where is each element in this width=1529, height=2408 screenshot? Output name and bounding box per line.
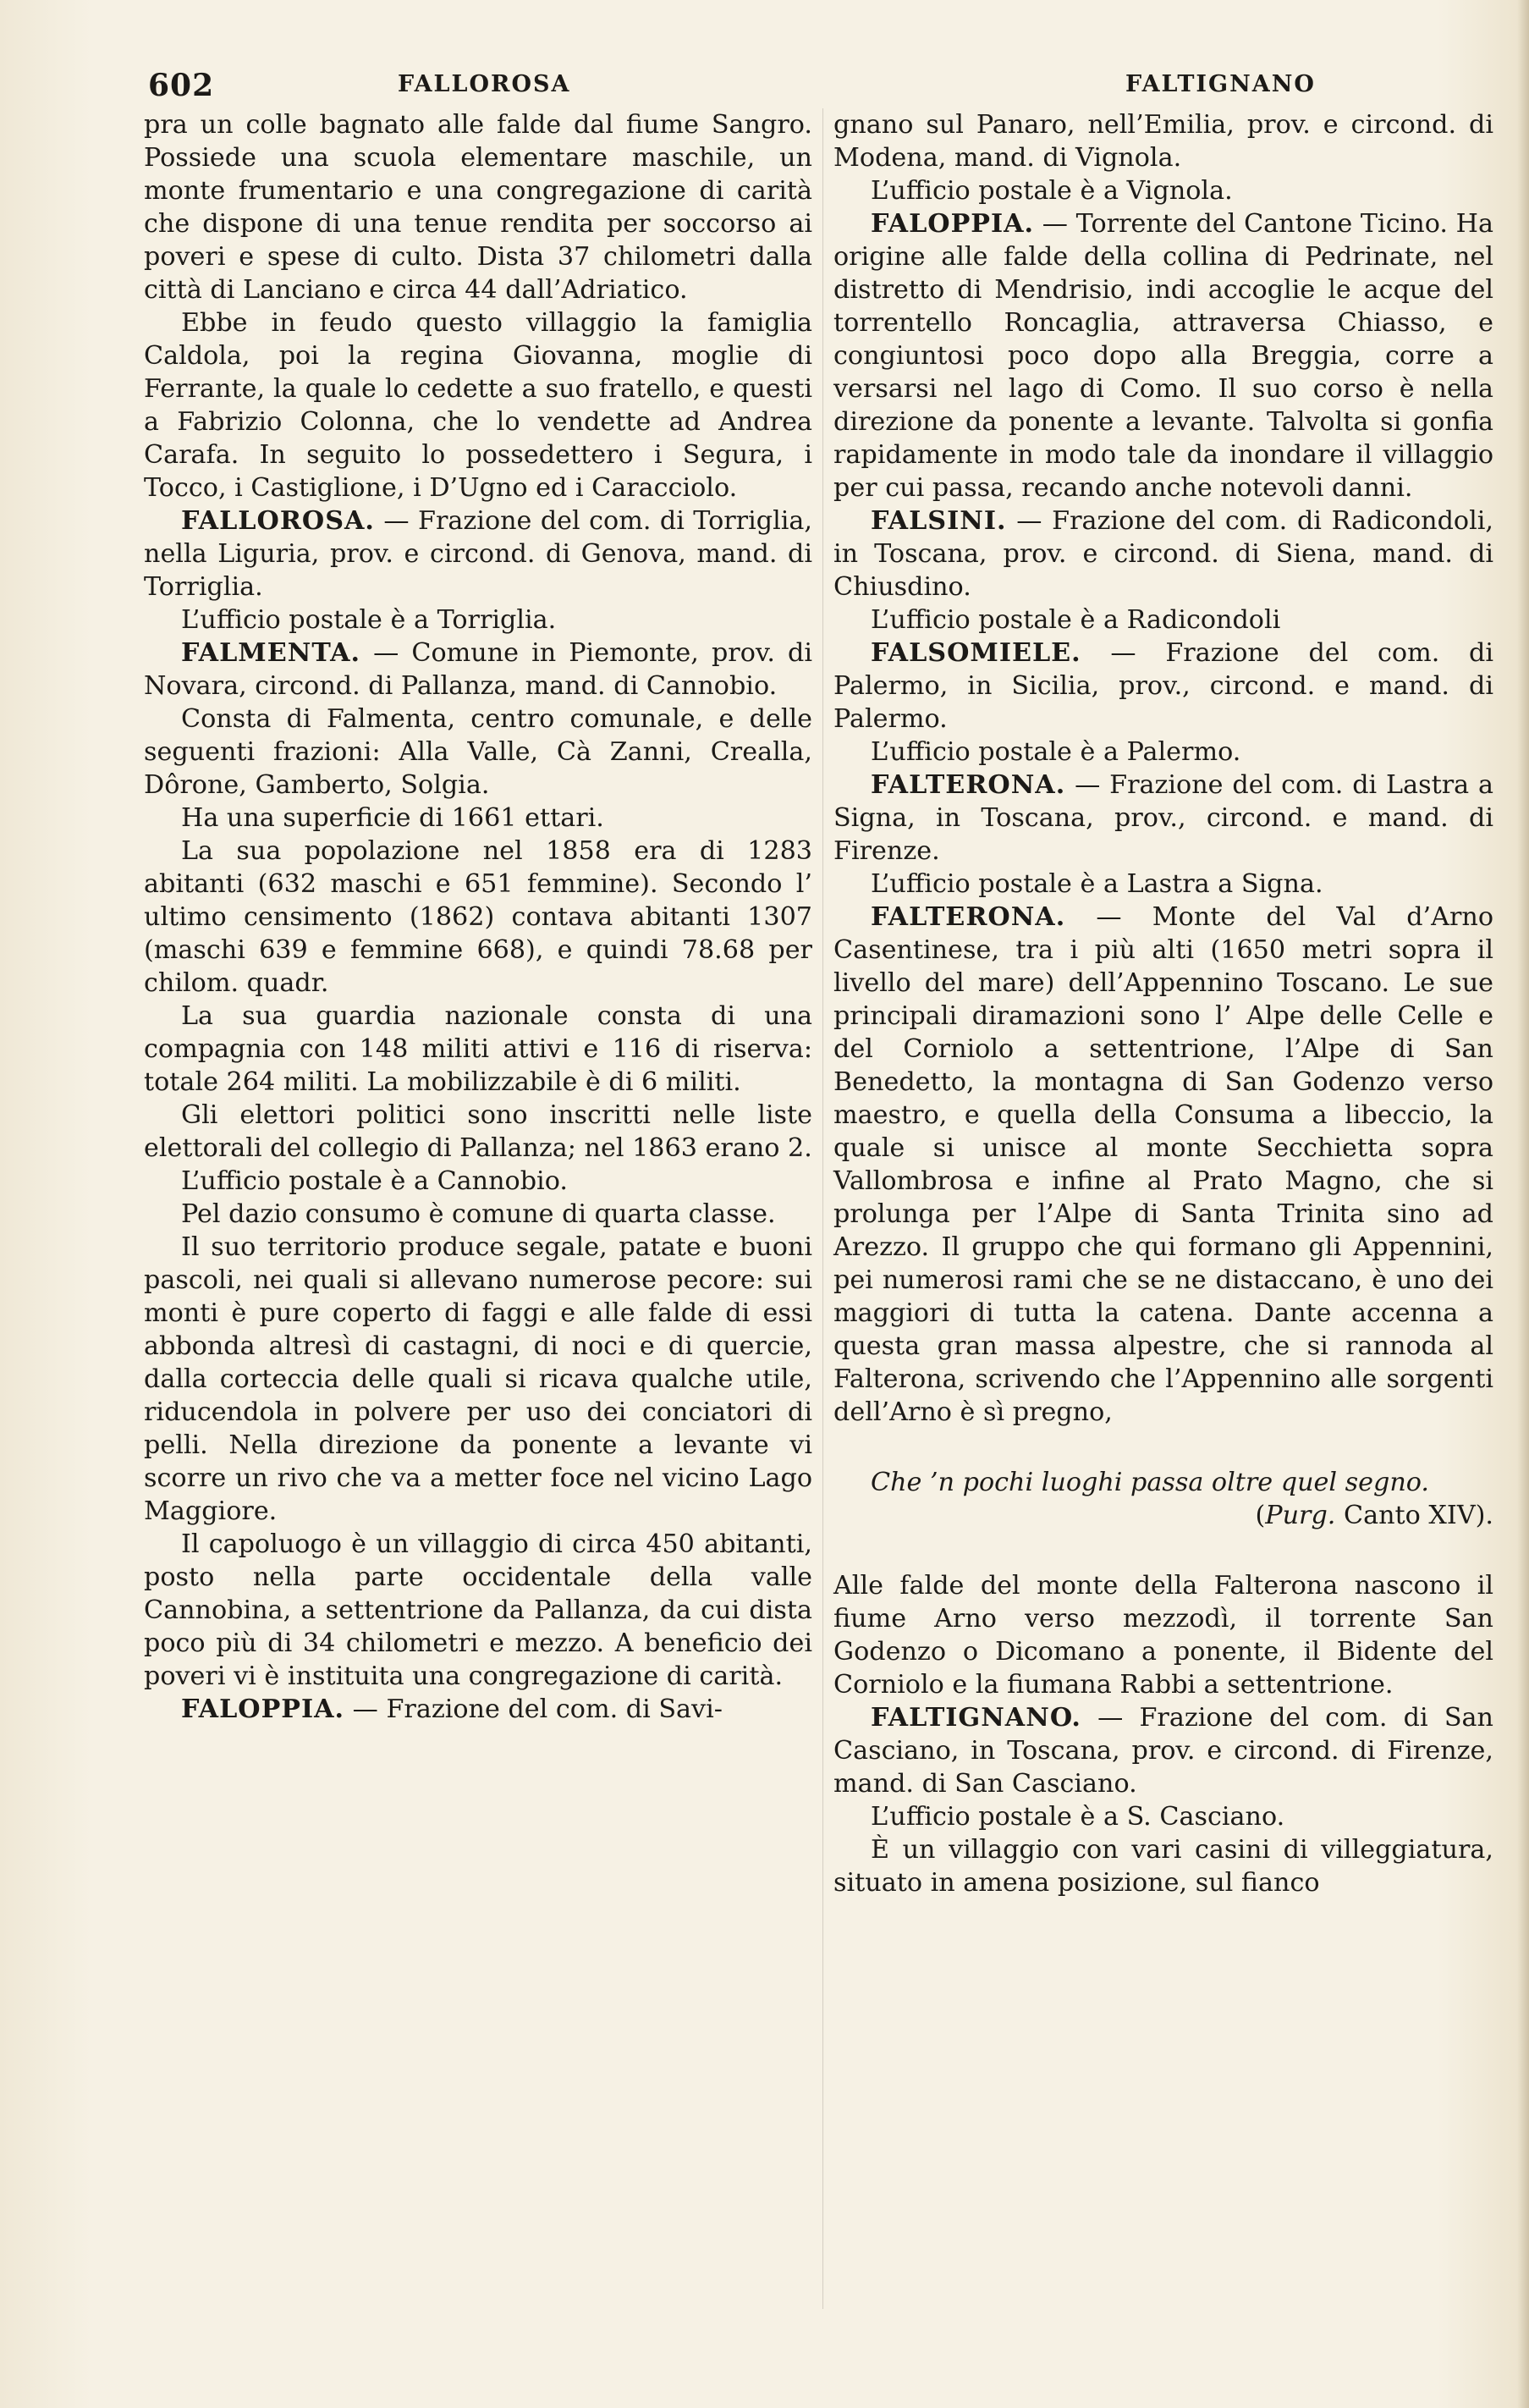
paragraph-text: Ha una superficie di 1661 ettari.	[181, 803, 604, 833]
paragraph-text: — Frazione del com. di San Casciano, in Toscana, prov. e circond. di Firenze, mand. di San Casciano.	[833, 1703, 1493, 1799]
entry-headword: FALTERONA.	[871, 902, 1066, 932]
entry-headword: FALSINI.	[871, 506, 1007, 536]
text-paragraph	[833, 1833, 1493, 1899]
entry-headword: FALSOMIELE.	[871, 638, 1081, 668]
paragraph-text: L’ufficio postale è a Lastra a Signa.	[871, 869, 1323, 899]
text-paragraph	[833, 1800, 1493, 1833]
paragraph-text: La sua guardia nazionale consta di una compagnia con 148 militi attivi e 116 di riserva: totale 264 militi. La mobilizzabile è di 6 militi.	[144, 1001, 812, 1097]
running-header-right: FALTIGNANO	[1125, 71, 1316, 97]
text-paragraph	[144, 108, 812, 306]
paragraph-text: Pel dazio consumo è comune di quarta classe.	[181, 1199, 776, 1229]
text-paragraph	[144, 1198, 812, 1231]
right-column-bottom	[833, 1569, 1493, 1899]
entry-headword: FALTIGNANO.	[871, 1703, 1081, 1733]
paragraph-text: — Frazione del com. di Radicondoli, in Toscana, prov. e circond. di Siena, mand. di Chiusdino.	[833, 506, 1493, 602]
entry-paragraph	[833, 1701, 1493, 1800]
paragraph-text: gnano sul Panaro, nell’Emilia, prov. e circond. di Modena, mand. di Vignola.	[833, 110, 1493, 173]
paragraph-text: Consta di Falmenta, centro comunale, e delle seguenti frazioni: Alla Valle, Cà Zanni, Crealla, Dôrone, Gamberto, Solgia.	[144, 704, 812, 800]
left-column	[144, 108, 812, 1726]
entry-paragraph	[833, 207, 1493, 504]
paragraph-text: Il capoluogo è un villaggio di circa 450 abitanti, posto nella parte occidentale della valle Cannobina, a settentrione da Pallanza, da cui dista poco più di 34 chilometri e mezzo. A beneficio dei poveri vi è instituita una congregazione di carità.	[144, 1529, 812, 1691]
entry-headword: FALOPPIA.	[871, 209, 1035, 239]
text-paragraph	[144, 603, 812, 636]
paragraph-text: L’ufficio postale è a Vignola.	[871, 176, 1233, 206]
paragraph-text: La sua popolazione nel 1858 era di 1283 abitanti (632 maschi e 651 femmine). Secondo l’ ultimo censimento (1862) contava abitanti 1307 (maschi 639 e femmine 668), e quindi 78.68 per chilom. quadr.	[144, 836, 812, 998]
paragraph-text: L’ufficio postale è a S. Casciano.	[871, 1802, 1285, 1832]
paragraph-text: — Frazione del com. di Palermo, in Sicilia, prov., circond. e mand. di Palermo.	[833, 638, 1493, 734]
entry-paragraph	[833, 901, 1493, 1429]
page-number: 602	[148, 68, 215, 103]
paragraph-text: — Torrente del Cantone Ticino. Ha origine alle falde della collina di Pedrinate, nel distretto di Mendrisio, indi accoglie le acque del torrentello Roncaglia, attraversa Chiasso, e congiuntosi poco dopo alla Breggia, corre a versarsi nel lago di Como. Il suo corso è nella direzione da ponente a levante. Talvolta si gonfia rapidamente in modo tale da inondare il villaggio per cui passa, recando anche notevoli danni.	[833, 209, 1493, 503]
paragraph-text: È un villaggio con vari casini di villeggiatura, situato in amena posizione, sul fianco	[833, 1835, 1493, 1898]
text-paragraph	[833, 868, 1493, 901]
text-paragraph	[144, 703, 812, 802]
text-paragraph	[144, 835, 812, 1000]
entry-paragraph	[833, 636, 1493, 736]
paragraph-text: — Frazione del com. di Savi-	[352, 1694, 723, 1724]
entry-paragraph	[833, 769, 1493, 868]
running-header-left: FALLOROSA	[398, 71, 571, 97]
paragraph-text: — Monte del Val d’Arno Casentinese, tra i più alti (1650 metri sopra il livello del mare) dell’Appennino Toscano. Le sue principali diramazioni sono l’ Alpe delle Celle e del Corniolo a settentrione, l’Alpe di San Benedetto, la montagna di San Godenzo verso maestro, e quella della Consuma a libeccio, la quale si unisce al monte Secchietta sopra Vallombrosa e infine al Prato Magno, che si prolunga per l’Alpe di Santa Trinita sino ad Arezzo. Il gruppo che qui formano gli Appennini, pei numerosi rami che se ne distaccano, è uno dei maggiori di tutta la catena. Dante accenna a questa gran massa alpestre, che si rannoda al Falterona, scrivendo che l’Appennino alle sorgenti dell’Arno è sì pregno,	[833, 902, 1493, 1427]
text-paragraph	[144, 1528, 812, 1693]
entry-paragraph	[144, 504, 812, 603]
entry-headword: FALMENTA.	[181, 638, 361, 668]
text-paragraph	[144, 306, 812, 504]
paragraph-text: Gli elettori politici sono inscritti nelle liste elettorali del collegio di Pallanza; nel 1863 erano 2.	[144, 1100, 812, 1163]
right-column	[833, 108, 1493, 1899]
quote-ref-work: Purg.	[1265, 1501, 1336, 1530]
entry-headword: FALLOROSA.	[181, 506, 375, 536]
text-paragraph	[144, 1165, 812, 1198]
column-divider	[822, 108, 823, 2309]
quote-ref-open: (	[1255, 1501, 1266, 1530]
paragraph-text: — Frazione del com. di Torriglia, nella Liguria, prov. e circond. di Genova, mand. di Torriglia.	[144, 506, 812, 602]
text-paragraph	[144, 1000, 812, 1099]
paragraph-text: L’ufficio postale è a Torriglia.	[181, 605, 557, 635]
entry-paragraph	[144, 1693, 812, 1726]
paragraph-text: — Frazione del com. di Lastra a Signa, in Toscana, prov., circond. e mand. di Firenze.	[833, 770, 1493, 866]
text-paragraph	[833, 603, 1493, 636]
quote-ref-rest: Canto XIV).	[1335, 1501, 1493, 1530]
text-paragraph	[833, 108, 1493, 174]
entry-paragraph	[144, 636, 812, 703]
text-paragraph	[144, 802, 812, 835]
text-paragraph	[833, 736, 1493, 769]
paragraph-text: L’ufficio postale è a Radicondoli	[871, 605, 1281, 635]
paragraph-text: pra un colle bagnato alle falde dal fiume Sangro. Possiede una scuola elementare maschile, un monte frumentario e una congregazione di carità che dispone di una tenue rendita per soccorso ai poveri e spese di culto. Dista 37 chilometri dalla città di Lanciano e circa 44 dall’Adriatico.	[144, 110, 812, 305]
paragraph-text: L’ufficio postale è a Palermo.	[871, 737, 1241, 767]
page-edge-shadow	[1517, 0, 1529, 2408]
paragraph-text: Ebbe in feudo questo villaggio la famiglia Caldola, poi la regina Giovanna, moglie di Ferrante, la quale lo cedette a suo fratello, e questi a Fabrizio Colonna, che lo vendette ad Andrea Carafa. In seguito lo possedettero i Segura, i Tocco, i Castiglione, i D’Ugno ed i Caracciolo.	[144, 308, 812, 503]
text-paragraph	[144, 1099, 812, 1165]
text-paragraph	[144, 1231, 812, 1528]
entry-headword: FALTERONA.	[871, 770, 1066, 800]
dante-quote-reference	[833, 1499, 1493, 1532]
paragraph-text: — Comune in Piemonte, prov. di Novara, circond. di Pallanza, mand. di Cannobio.	[144, 638, 812, 701]
paragraph-text: Il suo territorio produce segale, patate e buoni pascoli, nei quali si allevano numerose pecore: sui monti è pure coperto di faggi e alle falde di essi abbonda altresì di castagni, di noci e di quercie, dalla corteccia delle quali si ricava qualche utile, riducendola in polvere per uso dei conciatori di pelli. Nella direzione da ponente a levante vi scorre un rivo che va a metter foce nel vicino Lago Maggiore.	[144, 1232, 812, 1526]
paragraph-text: L’ufficio postale è a Cannobio.	[181, 1166, 568, 1196]
entry-headword: FALOPPIA.	[181, 1694, 345, 1724]
text-paragraph	[833, 174, 1493, 207]
right-column-top	[833, 108, 1493, 1429]
text-paragraph	[833, 1569, 1493, 1701]
dante-quote-verse: Che ’n pochi luoghi passa oltre quel segno.	[871, 1468, 1430, 1497]
entry-paragraph	[833, 504, 1493, 603]
paragraph-text: Alle falde del monte della Falterona nascono il fiume Arno verso mezzodì, il torrente San Godenzo o Dicomano a ponente, il Bidente del Corniolo e la fiumana Rabbi a settentrione.	[833, 1571, 1493, 1700]
